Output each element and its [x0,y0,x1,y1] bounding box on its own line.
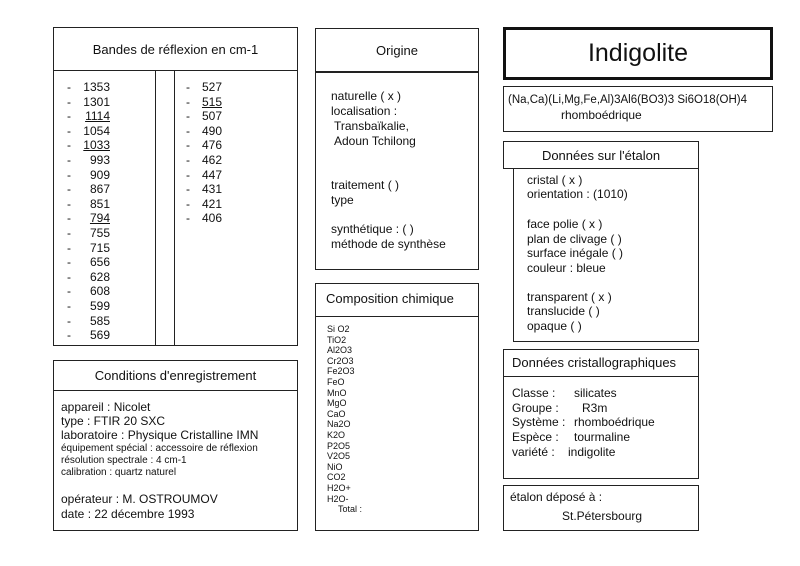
band-value: 476 [201,138,222,153]
band-value: 656 [89,255,110,270]
band-value: 447 [201,167,222,182]
etalon-surface: surface inégale ( ) [527,246,624,260]
conditions-equipement: équipement spécial : accessoire de réflexion [61,443,258,454]
composition-item: NiO [327,461,343,472]
band-value: 585 [89,313,110,328]
cristallo-title: Données cristallographiques [512,355,677,370]
band-dash: - [67,167,71,182]
conditions-laboratoire: laboratoire : Physique Cristalline IMN [61,428,259,442]
band-value: 569 [89,328,110,343]
origine-synthetique: synthétique : ( ) [331,222,414,236]
cristallo-systeme: rhomboédrique [574,415,655,429]
band-dash: - [186,123,190,138]
reflexion-title [53,27,298,71]
band-value: 867 [89,182,110,197]
mineral-name: Indigolite [587,39,689,67]
etalon-translucide: translucide ( ) [527,304,600,318]
origine-naturelle: naturelle ( x ) [331,89,402,103]
composition-item: P2O5 [327,440,351,451]
band-value: 527 [201,80,222,94]
band-value: 1033 [83,138,110,153]
composition-item: CO2 [327,472,346,483]
cristallo-classe: silicates [574,386,617,400]
formula: (Na,Ca)(Li,Mg,Fe,Al)3Al6(BO3)3 Si6O18(OH)4 [508,94,748,106]
cristallo-systeme-label: Système : [512,415,566,429]
band-value: 715 [89,240,110,255]
band-dash: - [67,153,71,167]
etalon-face: face polie ( x ) [527,217,603,231]
etalon-title-text: Données sur l'étalon [541,147,661,163]
band-value: 993 [89,153,110,167]
reflexion-title-text: Bandes de réflexion en cm-1 [92,41,259,57]
band-dash: - [186,80,190,94]
band-dash: - [67,240,71,255]
band-dash: - [67,109,71,124]
band-value: 1114 [85,109,110,124]
conditions-appareil: appareil : Nicolet [61,400,151,414]
reflexion-divider-2 [174,70,175,346]
depot-place: St.Pétersbourg [562,509,643,523]
origine-traitement: traitement ( ) [331,178,400,192]
composition-item: Al2O3 [327,345,353,356]
band-dash: - [67,123,71,138]
etalon-couleur: couleur : bleue [527,261,606,275]
band-dash: - [67,328,71,343]
band-dash: - [67,138,71,153]
band-value: 431 [201,182,222,197]
origine-location-2: Adoun Tchilong [334,134,416,148]
band-value: 1054 [83,123,110,138]
band-dash: - [186,94,190,109]
band-value: 755 [89,226,110,240]
band-value: 599 [89,299,110,313]
composition-item: Na2O [327,419,351,430]
conditions-date: date : 22 décembre 1993 [61,507,195,521]
composition-item: H2O+ [327,483,351,493]
band-value: 909 [89,167,110,182]
cristallo-classe-label: Classe : [512,386,556,400]
composition-item: Cr2O3 [327,355,354,366]
etalon-orientation: orientation : (1010) [527,187,628,201]
band-value: 628 [89,269,110,284]
conditions-resolution: résolution spectrale : 4 cm-1 [61,455,187,466]
band-dash: - [67,226,71,240]
band-dash: - [67,80,71,94]
origine-methode: méthode de synthèse [331,237,446,251]
composition-item: CaO [327,408,346,419]
band-value: 794 [89,211,110,226]
etalon-title [503,141,699,169]
band-value: 1301 [83,94,110,109]
composition-title-rule [315,316,479,317]
cristallo-title-rule [503,376,699,377]
cristallo-espece: tourmaline [574,430,631,444]
composition-item: H2O- [327,493,349,504]
band-dash: - [67,196,71,211]
etalon-cristal: cristal ( x ) [527,173,583,187]
band-dash: - [186,109,190,124]
band-value: 608 [89,284,110,299]
composition-item: K2O [327,430,346,440]
composition-item: V2O5 [327,451,351,462]
composition-item: MgO [327,398,347,409]
depot-label: étalon déposé à : [510,490,603,504]
band-value: 421 [201,196,222,211]
band-dash: - [186,138,190,153]
composition-title: Composition chimique [326,291,454,306]
conditions-operateur: opérateur : M. OSTROUMOV [61,492,218,506]
etalon-transparent: transparent ( x ) [527,290,612,304]
band-dash: - [67,269,71,284]
band-value: 462 [201,153,222,167]
origine-title-text: Origine [376,42,418,58]
conditions-title [53,360,298,391]
band-dash: - [67,255,71,270]
band-dash: - [67,299,71,313]
cristallo-groupe: R3m [582,401,608,415]
cristallo-espece-label: Espèce : [512,430,559,444]
band-value: 1353 [83,80,110,94]
band-dash: - [67,284,71,299]
conditions-title-text: Conditions d'enregistrement [94,368,257,383]
band-value: 406 [201,211,222,226]
conditions-type: type : FTIR 20 SXC [61,414,166,428]
reflexion-divider-1 [155,70,156,346]
band-value: 490 [201,123,222,138]
band-dash: - [67,94,71,109]
origine-type: type [331,193,354,207]
composition-item: FeO [327,377,345,387]
etalon-clivage: plan de clivage ( ) [527,232,622,246]
origine-localisation: localisation : [331,104,398,118]
cristallo-variete-label: variété : [512,445,555,459]
band-value: 507 [201,109,222,124]
composition-item: TiO2 [327,334,347,345]
conditions-calibration: calibration : quartz naturel [61,467,177,478]
band-dash: - [186,153,190,167]
band-dash: - [186,196,190,211]
cristallo-groupe-label: Groupe : [512,401,559,415]
formula-system: rhomboédrique [561,108,642,122]
composition-item: MnO [327,387,347,398]
band-value: 515 [201,94,222,109]
cristallo-variete: indigolite [568,445,616,459]
etalon-opaque: opaque ( ) [527,319,582,333]
band-dash: - [186,182,190,197]
band-value: 851 [89,196,110,211]
origine-location-1: Transbaïkalie, [334,119,409,133]
composition-total: Total : [338,504,363,515]
band-dash: - [67,182,71,197]
origine-title [315,28,479,72]
band-dash: - [186,167,190,182]
composition-item: Fe2O3 [327,366,355,377]
band-dash: - [67,211,71,226]
band-dash: - [67,313,71,328]
composition-item: Si O2 [327,324,350,334]
band-dash: - [186,211,190,226]
